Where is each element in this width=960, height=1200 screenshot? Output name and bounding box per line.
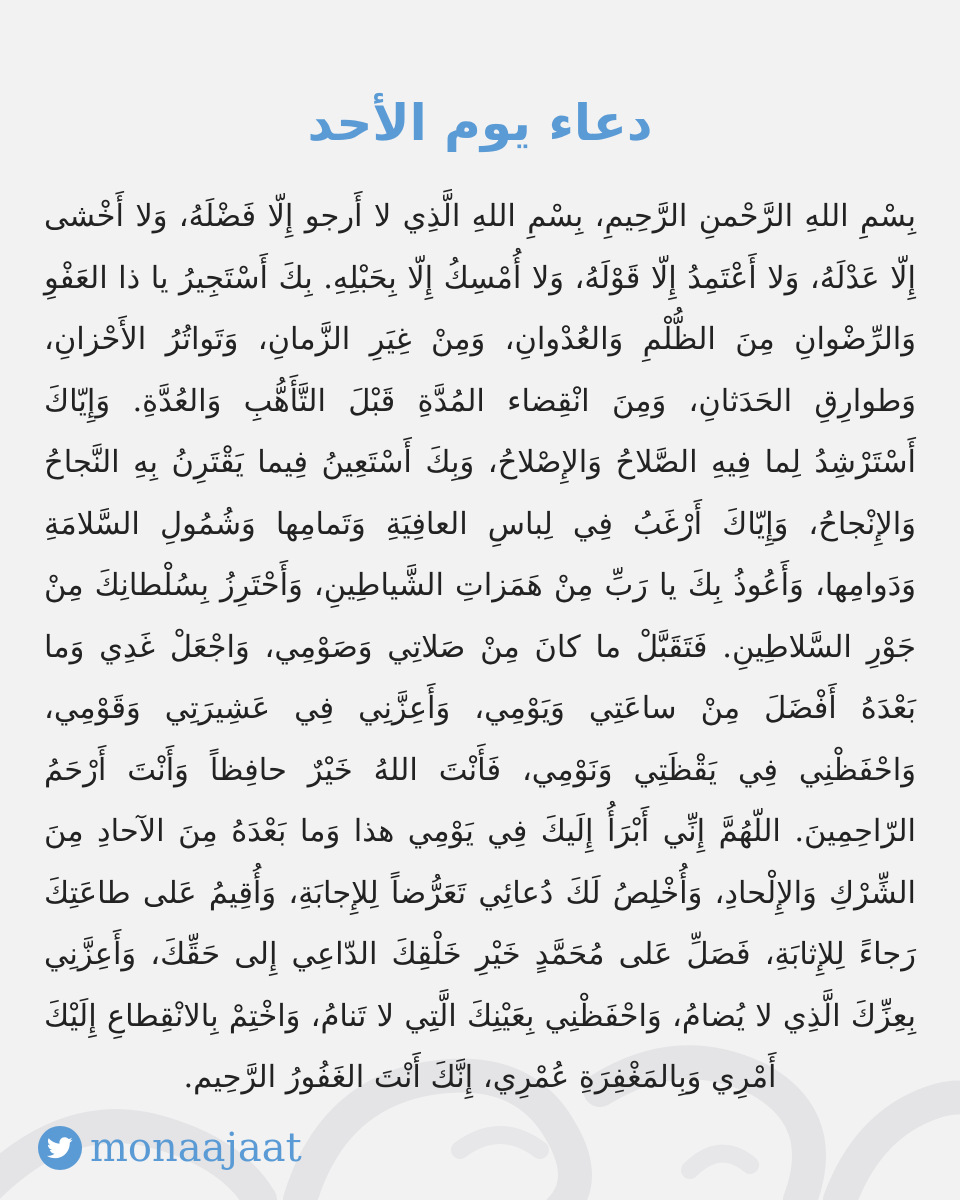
- twitter-icon: [38, 1126, 82, 1170]
- prayer-text: بِسْمِ اللهِ الرَّحْمنِ الرَّحِيمِ، بِسْمِ اللهِ الَّذِي لا أَرجو إِلّا فَضْلَهُ، وَلا أَخْشى إِلّا عَدْلَهُ، وَلا أَعْتَمِدُ إِلّا قَوْلَهُ، وَلا أُمْسِكُ إِلّا بِحَبْلِهِ. بِكَ أَسْتَجِيرُ يا ذا العَفْوِ وَالرِّضْوانِ مِنَ الظُّلْمِ وَالعُدْوانِ، وَمِنْ غِيَرِ الزَّمانِ، وَتَواتُرُ الأَحْزانِ، وَطوارِقِ الحَدَثانِ، وَمِنَ انْقِضاء المُدَّةِ قَبْلَ التَّأَهُّبِ وَالعُدَّةِ. وَإِيّاكَ أَسْتَرْشِدُ لِما فِيهِ الصَّلاحُ وَالإِصْلاحُ، وَبِكَ أَسْتَعِينُ فِيما يَقْتَرِنُ بِهِ النَّجاحُ وَالإِنْجاحُ، وَإِيّاكَ أَرْغَبُ فِي لِباسِ العافِيَةِ وَتَمامِها وَشُمُولِ السَّلامَةِ وَدَوامِها، وَأَعُوذُ بِكَ يا رَبِّ مِنْ هَمَزاتِ الشَّياطِينِ، وَأَحْتَرِزُ بِسُلْطانِكَ مِنْ جَوْرِ السَّلاطِينِ. فَتَقَبَّلْ ما كانَ مِنْ صَلاتِي وَصَوْمِي، وَاجْعَلْ غَدِي وَما بَعْدَهُ أَفْضَلَ مِنْ ساعَتِي وَيَوْمِي، وَأَعِزَّنِي فِي عَشِيرَتِي وَقَوْمِي، وَاحْفَظْنِي فِي يَقْظَتِي وَنَوْمِي، فَأَنْتَ اللهُ خَيْرٌ حافِظاً وَأَنْتَ أَرْحَمُ الرّاحِمِينَ. اللّهُمَّ إِنِّي أَبْرَأُ إِلَيكَ فِي يَوْمِي هذا وَما بَعْدَهُ مِنَ الآحادِ مِنَ الشِّرْكِ وَالإِلْحادِ، وَأُخْلِصُ لَكَ دُعائِي تَعَرُّضاً لِلإِجابَةِ، وَأُقِيمُ عَلى طاعَتِكَ رَجاءً لِلإِثابَةِ، فَصَلِّ عَلى مُحَمَّدٍ خَيْرِ خَلْقِكَ الدّاعِي إِلى حَقِّكَ، وَأَعِزَّنِي بِعِزِّكَ الَّذِي لا يُضامُ، وَاحْفَظْنِي بِعَيْنِكَ الَّتِي لا تَنامُ، وَاخْتِمْ بِالانْقِطاعِ إِلَيْكَ أَمْرِي وَبِالمَغْفِرَةِ عُمْرِي، إِنَّكَ أَنْتَ الغَفُورُ الرَّحِيم.: [44, 199, 916, 1095]
- social-footer: [38, 1122, 302, 1174]
- page-title: دعاء يوم الأحد: [307, 94, 653, 152]
- social-handle[interactable]: monaajaat: [90, 1125, 302, 1171]
